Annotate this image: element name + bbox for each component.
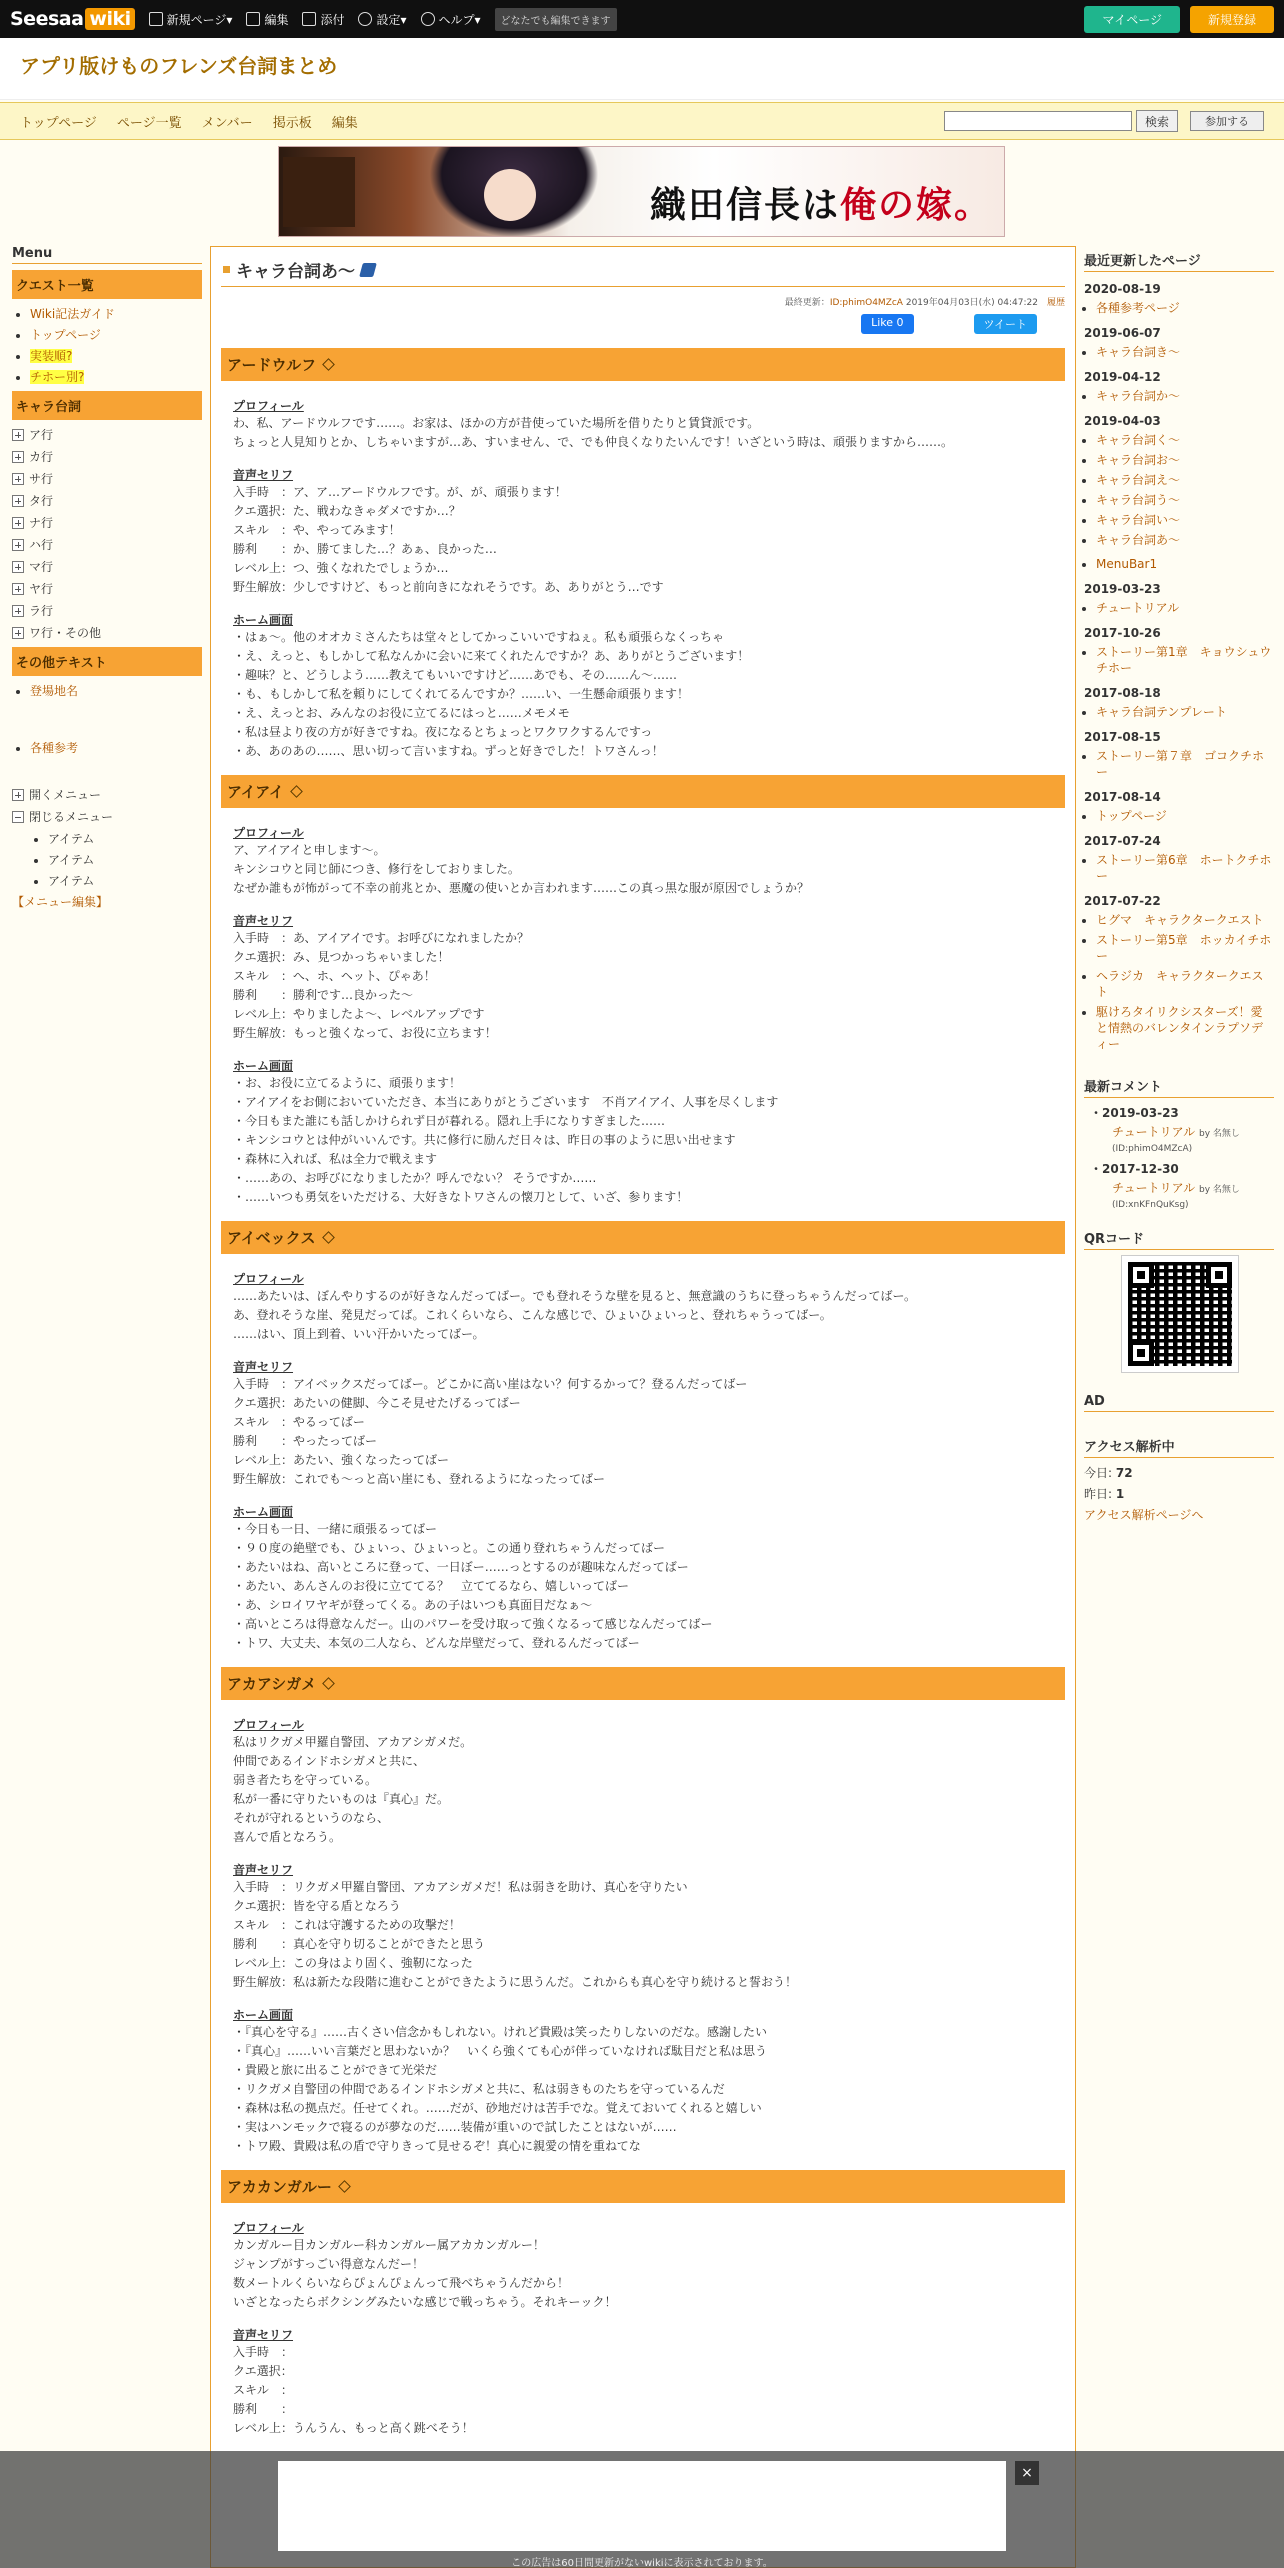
update-date: 2017-08-18	[1084, 686, 1161, 700]
home-line: ・あ、あのあの……、思い切って言いますね。ずっと好きでした！トワさんっ！	[233, 744, 664, 758]
menu-item[interactable]: • 登場地名	[30, 682, 202, 699]
comment-page-link[interactable]: チュートリアル	[1112, 1125, 1196, 1139]
banner-text: 織田信長は俺の嫁。	[649, 184, 992, 226]
profile-line: 数メートルくらいならぴょんぴょんって飛べちゃうんだから！	[233, 2276, 570, 2290]
section-header: アイベックス	[221, 1221, 1065, 1254]
search-button[interactable]: 検索	[1136, 110, 1178, 132]
recent-page-item[interactable]: • キャラ台詞う～	[1096, 492, 1274, 508]
voice-heading: 音声セリフ	[233, 1360, 294, 1374]
char-row-ka[interactable]: カ行	[12, 448, 202, 465]
voice-line: レベル上：あたい、強くなったってばー	[233, 1453, 450, 1467]
qr-header: QRコード	[1084, 1228, 1274, 1250]
recent-page-item[interactable]: • ヒグマ キャラクタークエスト	[1096, 912, 1274, 928]
recent-page-item[interactable]: • キャラ台詞い～	[1096, 512, 1274, 528]
comment-date: ・2017-12-30	[1090, 1162, 1179, 1176]
update-date: 2019-03-23	[1084, 582, 1161, 596]
pencil-icon[interactable]	[338, 2180, 351, 2193]
update-date: 2019-04-03	[1084, 414, 1161, 428]
home-line: ・森林は私の拠点だ。任せてくれ。……だが、砂地だけは苦手でな。覚えておいてくれると嬉しい	[233, 2101, 762, 2115]
pencil-icon[interactable]	[359, 263, 377, 277]
section-header: アカカンガルー	[221, 2170, 1065, 2203]
right-sidebar	[1084, 246, 1274, 1527]
char-row-ra[interactable]: ラ行	[12, 602, 202, 619]
nav-members[interactable]: メンバー	[201, 115, 253, 131]
home-line: ・今日もまた誰にも話しかけられず日が暮れる。隠れ上手になりすぎました……	[233, 1114, 666, 1128]
sub-item: • アイテム	[48, 830, 202, 847]
home-line: ・トワ殿、貴殿は私の盾で守りきって見せるぞ！真心に親愛の情を重ねてな	[233, 2139, 641, 2153]
recent-page-item[interactable]: • キャラ台詞え～	[1096, 472, 1274, 488]
sub-item: • アイテム	[48, 872, 202, 889]
comments-header: 最新コメント	[1084, 1076, 1274, 1098]
voice-line: 勝利 ：か、勝てました…？あぁ、良かった…	[233, 542, 497, 556]
image-icon	[302, 12, 316, 26]
profile-line: ア、アイアイと申します～。	[233, 843, 386, 857]
home-heading: ホーム画面	[233, 613, 294, 627]
edit-menu[interactable]: 編集	[246, 11, 288, 28]
recent-header: 最近更新したページ	[1084, 250, 1274, 272]
section-header: アカアシガメ	[221, 1667, 1065, 1700]
home-line: ・アイアイをお側においていただき、本当にありがとうございます 不肖アイアイ、人事を尽くします	[233, 1095, 779, 1109]
update-date: 2017-08-14	[1084, 790, 1161, 804]
ad-header: AD	[1084, 1394, 1274, 1412]
voice-line: 入手時 ：ア、ア…アードウルフです。が、が、頑張ります！	[233, 485, 567, 499]
help-icon	[421, 12, 435, 26]
help-menu[interactable]: ヘルプ▾	[421, 11, 481, 28]
character-section	[221, 1667, 1065, 2156]
voice-line: スキル ：やるってばー	[233, 1415, 365, 1429]
nav-page-list[interactable]: ページ一覧	[116, 115, 182, 131]
char-row-sa[interactable]: サ行	[12, 470, 202, 487]
home-heading: ホーム画面	[233, 1059, 294, 1073]
profile-line: 仲間であるインドホシガメと共に、	[233, 1754, 426, 1768]
ad-note: この広告は60日間更新がないwikiに表示されております。	[511, 2558, 773, 2568]
top-bar	[0, 0, 1284, 38]
voice-line: レベル上：つ、強くなれたでしょうか…	[233, 561, 449, 575]
pencil-icon[interactable]	[322, 1231, 335, 1244]
expand-icon[interactable]	[12, 495, 24, 507]
home-line: ・貴殿と旅に出ることができて光栄だ	[233, 2063, 438, 2077]
home-line: ・……あの、お呼びになりましたか？呼んでない？ そうですか……	[233, 1171, 597, 1185]
voice-line: 入手時 ：アイベックスだってばー。どこかに高い崖はない？何するかって？登るんだってばー	[233, 1377, 748, 1391]
profile-line: ……あたいは、ぼんやりするのが好きなんだってばー。でも登れそうな壁を見ると、無意識のうちに登っちゃうんだってばー。	[233, 1289, 917, 1303]
expand-icon[interactable]	[12, 429, 24, 441]
menu-item[interactable]: • チホー別?	[30, 368, 202, 385]
menu-item[interactable]: • トップページ	[30, 326, 202, 343]
menu-item[interactable]: • 各種参考	[30, 739, 202, 756]
update-date: 2017-07-24	[1084, 834, 1161, 848]
comment-item: チュートリアル by 名無し (ID:phimO4MZcA)	[1112, 1125, 1240, 1154]
profile-line: 私はリクガメ甲羅自警団、アカアシガメだ。	[233, 1735, 473, 1749]
mypage-button[interactable]: マイページ	[1084, 6, 1180, 33]
page-title: キャラ台詞あ～	[221, 255, 1065, 287]
voice-line: 野生解放：少しですけど、もっと前向きになれそうです。あ、ありがとう…です	[233, 580, 664, 594]
character-sections	[221, 348, 1065, 2438]
home-line: ・『真心を守る』……古くさい信念かもしれない。けれど貴殿は笑ったりしないのだな。感謝したい	[233, 2025, 768, 2039]
gear-icon	[358, 12, 372, 26]
voice-heading: 音声セリフ	[233, 914, 294, 928]
social-buttons	[221, 314, 1065, 334]
section-body	[221, 2203, 1065, 2438]
home-line: ・も、もしかして私を頼りにしてくれてるんですか？……い、一生懸命頑張ります！	[233, 687, 690, 701]
char-header: キャラ台詞	[12, 391, 202, 420]
edit-icon	[246, 12, 260, 26]
voice-line: スキル ：や、やってみます！	[233, 523, 401, 537]
banner-game-logo	[283, 157, 355, 227]
quest-header: クエスト一覧	[12, 270, 202, 299]
recent-page-item[interactable]: • MenuBar1	[1096, 556, 1274, 572]
access-page-link[interactable]: アクセス解析ページへ	[1084, 1508, 1204, 1522]
comment-item: チュートリアル by 名無し (ID:xnKFnQuKsg)	[1112, 1181, 1240, 1210]
home-heading: ホーム画面	[233, 1505, 294, 1519]
recent-page-item[interactable]: • ストーリー第７章 ゴコクチホー	[1096, 748, 1274, 780]
character-section	[221, 348, 1065, 761]
voice-line: クエ選択：	[233, 2364, 293, 2378]
voice-line: 野生解放：もっと強くなって、お役に立ちます！	[233, 1026, 497, 1040]
voice-line: スキル ：	[233, 2383, 293, 2397]
voice-line: クエ選択：み、見つかっちゃいました！	[233, 950, 450, 964]
voice-line: 勝利 ：	[233, 2402, 294, 2416]
expand-icon[interactable]	[12, 473, 24, 485]
profile-heading: プロフィール	[233, 826, 304, 840]
home-line: ・あ、シロイワヤギが登ってくる。あの子はいつも真面目だなぁ～	[233, 1598, 593, 1612]
left-sidebar	[12, 246, 202, 910]
comment-page-link[interactable]: チュートリアル	[1112, 1181, 1196, 1195]
bullet-icon	[223, 266, 230, 273]
home-line: ・あたい、あんさんのお役に立ててる？ 立ててるなら、嬉しいってばー	[233, 1579, 630, 1593]
close-menu-row[interactable]: 閉じるメニュー	[12, 808, 202, 825]
nav-top[interactable]: トップページ	[20, 115, 97, 131]
other-header: その他テキスト	[12, 647, 202, 676]
update-date: 2017-10-26	[1084, 626, 1161, 640]
collapse-icon[interactable]	[12, 811, 24, 823]
voice-line: 入手時 ：あ、アイアイです。お呼びになれましたか？	[233, 931, 530, 945]
profile-line: ちょっと人見知りとか、しちゃいますが…あ、すいません、で、でも仲良くなりたいんです！いざという時は、頑張りますから……。	[233, 435, 954, 449]
site-header	[0, 38, 1284, 100]
recent-page-item[interactable]: • トップページ	[1096, 808, 1274, 824]
home-line: ・キンシコウとは仲がいいんです。共に修行に励んだ日々は、昨日の事のように思い出せます	[233, 1133, 736, 1147]
signup-button[interactable]: 新規登録	[1190, 6, 1274, 33]
profile-line: 喜んで盾となろう。	[233, 1830, 342, 1844]
home-line: ・お、お役に立てるように、頑張ります！	[233, 1076, 462, 1090]
home-line: ・あたいはね、高いところに登って、一日ぼー……っとするのが趣味なんだってばー	[233, 1560, 689, 1574]
access-today: 今日: 72	[1084, 1466, 1133, 1480]
voice-line: 勝利 ：真心を守り切ることができたと思う	[233, 1937, 486, 1951]
section-body	[221, 1254, 1065, 1653]
menu-item[interactable]: • Wiki記法ガイド	[30, 305, 202, 322]
voice-heading: 音声セリフ	[233, 1863, 294, 1877]
comments-list	[1084, 1104, 1274, 1210]
comment-date: ・2019-03-23	[1090, 1106, 1179, 1120]
new-page-menu[interactable]: 新規ページ▾	[149, 11, 233, 28]
ad-slot[interactable]	[278, 2461, 1006, 2551]
pencil-icon[interactable]	[322, 1677, 335, 1690]
home-heading: ホーム画面	[233, 2008, 294, 2022]
recent-page-item[interactable]: • ストーリー第5章 ホッカイチホー	[1096, 932, 1274, 964]
voice-line: スキル ：これは守護するための攻撃だ！	[233, 1918, 461, 1932]
profile-heading: プロフィール	[233, 1272, 304, 1286]
voice-line: 勝利 ：やったってばー	[233, 1434, 378, 1448]
home-line: ・今日も一日、一緒に頑張るってばー	[233, 1522, 438, 1536]
ad-banner[interactable]	[278, 146, 1005, 237]
section-body	[221, 1700, 1065, 2156]
char-row-wa[interactable]: ワ行・その他	[12, 624, 202, 641]
voice-line: 勝利 ：勝利です…良かった～	[233, 988, 414, 1002]
expand-icon[interactable]	[12, 539, 24, 551]
expand-icon[interactable]	[12, 583, 24, 595]
recent-page-item[interactable]: • 駆けろタイリクシスターズ！愛と情熱のバレンタインラプソディー	[1096, 1004, 1274, 1052]
profile-line: あ、登れそうな崖、発見だってば。これくらいなら、こんな感じで、ひょいひょいっと、登れちゃうってばー。	[233, 1308, 832, 1322]
character-section	[221, 2170, 1065, 2438]
char-row-a[interactable]: ア行	[12, 426, 202, 443]
section-header: アードウルフ	[221, 348, 1065, 381]
update-date: 2017-07-22	[1084, 894, 1161, 908]
voice-line: レベル上：うんうん、もっと高く跳べそう！	[233, 2421, 474, 2435]
nav-bbs[interactable]: 掲示板	[272, 115, 312, 131]
recent-page-item[interactable]: • ストーリー第1章 キョウシュウチホー	[1096, 644, 1274, 676]
recent-page-item[interactable]: • キャラ台詞あ～	[1096, 532, 1274, 548]
profile-heading: プロフィール	[233, 1718, 304, 1732]
profile-heading: プロフィール	[233, 399, 304, 413]
qr-code	[1122, 1256, 1238, 1372]
close-ad-button[interactable]: ×	[1015, 2461, 1039, 2485]
editor-id-link[interactable]: ID:phimO4MZcA	[829, 298, 903, 308]
expand-icon[interactable]	[12, 451, 24, 463]
update-date: 2019-06-07	[1084, 326, 1161, 340]
update-date: 2020-08-19	[1084, 282, 1161, 296]
pencil-icon[interactable]	[322, 358, 335, 371]
last-modified: 最終更新：ID:phimO4MZcA 2019年04月03日(水) 04:47:22 履歴	[784, 298, 1065, 308]
section-header: アイアイ	[221, 775, 1065, 808]
profile-line: ……はい、頂上到着、いい汗かいたってばー。	[233, 1327, 485, 1341]
recent-page-item[interactable]: • キャラ台詞か～	[1096, 388, 1274, 404]
expand-icon[interactable]	[12, 561, 24, 573]
char-row-na[interactable]: ナ行	[12, 514, 202, 531]
home-line: ・趣味？と、どうしよう……教えてもいいですけど……あでも、その……ん～……	[233, 668, 678, 682]
profile-line: 弱き者たちを守っている。	[233, 1773, 378, 1787]
recent-page-item[interactable]: • 各種参考ページ	[1096, 300, 1274, 316]
section-body	[221, 808, 1065, 1207]
new-page-icon	[149, 12, 163, 26]
profile-line: いざとなったらボクシングみたいな感じで戦っちゃう。それキーック！	[233, 2295, 617, 2309]
home-line: ・え、えっとお、みんなのお役に立てるにはっと……メモメモ	[233, 706, 570, 720]
banner-character-face	[484, 169, 536, 221]
menu-edit-link[interactable]: 【メニュー編集】	[12, 895, 109, 909]
profile-line: 私が一番に守りたいものは『真心』だ。	[233, 1792, 450, 1806]
search-input[interactable]	[944, 111, 1132, 131]
recent-page-item[interactable]: • キャラ台詞テンプレート	[1096, 704, 1274, 720]
recent-list	[1084, 282, 1274, 1052]
voice-line: クエ選択：皆を守る盾となろう	[233, 1899, 401, 1913]
attach-menu[interactable]: 添付	[302, 11, 344, 28]
open-menu-row[interactable]: 開くメニュー	[12, 786, 202, 803]
voice-line: 入手時 ：	[233, 2345, 294, 2359]
home-line: ・リクガメ自警団の仲間であるインドホシガメと共に、私は弱きものたちを守っているんだ	[233, 2082, 725, 2096]
main-nav	[0, 102, 1284, 140]
char-row-ya[interactable]: ヤ行	[12, 580, 202, 597]
profile-line: それが守れるというのなら、	[233, 1811, 390, 1825]
access-yesterday: 昨日: 1	[1084, 1487, 1125, 1501]
voice-line: レベル上：やりましたよ～、レベルアップです	[233, 1007, 485, 1021]
recent-page-item[interactable]: • キャラ台詞く～	[1096, 432, 1274, 448]
voice-line: クエ選択：た、戦わなきゃダメですか…？	[233, 504, 461, 518]
settings-menu[interactable]: 設定▾	[358, 11, 406, 28]
profile-heading: プロフィール	[233, 2221, 304, 2235]
update-date: 2017-08-15	[1084, 730, 1161, 744]
profile-line: ジャンプがすっごい得意なんだー！	[233, 2257, 425, 2271]
main-content	[210, 246, 1076, 2568]
char-row-ma[interactable]: マ行	[12, 558, 202, 575]
char-row-ha[interactable]: ハ行	[12, 536, 202, 553]
recent-page-item[interactable]: • チュートリアル	[1096, 600, 1274, 616]
home-line: ・私は昼より夜の方が好きですね。夜になるとちょっとワクワクするんですっ	[233, 725, 653, 739]
recent-page-item[interactable]: • キャラ台詞お～	[1096, 452, 1274, 468]
editable-badge: どなたでも編集できます	[495, 8, 617, 31]
voice-heading: 音声セリフ	[233, 468, 294, 482]
seesaa-logo[interactable]: Seesaa wiki	[10, 8, 135, 30]
ad-overlay	[0, 2451, 1284, 2568]
menu-title: Menu	[12, 246, 202, 264]
voice-heading: 音声セリフ	[233, 2328, 294, 2342]
voice-line: 野生解放：私は新たな段階に進むことができたように思うんだ。これからも真心を守り続けると誓おう！	[233, 1975, 798, 1989]
char-row-ta[interactable]: タ行	[12, 492, 202, 509]
home-line: ・はぁ～。他のオオカミさんたちは堂々としてかっこいいですねぇ。私も頑張らなくっちゃ	[233, 630, 725, 644]
home-line: ・トワ、大丈夫、本気の二人なら、どんな岸壁だって、登れるんだってばー	[233, 1636, 640, 1650]
profile-line: カンガルー目カンガルー科カンガルー属アカカンガルー！	[233, 2238, 545, 2252]
home-line: ・実はハンモックで寝るのが夢なのだ……装備が重いので試したことはないが……	[233, 2120, 677, 2134]
voice-line: 野生解放：これでも～っと高い崖にも、登れるようになったってばー	[233, 1472, 606, 1486]
character-section	[221, 1221, 1065, 1653]
expand-icon[interactable]	[12, 789, 24, 801]
expand-icon[interactable]	[12, 627, 24, 639]
home-line: ・森林に入れば、私は全力で戦えます	[233, 1152, 438, 1166]
pencil-icon[interactable]	[290, 785, 303, 798]
history-link[interactable]: 履歴	[1046, 298, 1065, 308]
voice-line: スキル ：へ、ホ、ヘット、ぴゃあ！	[233, 969, 436, 983]
recent-page-item[interactable]: • ヘラジカ キャラクタークエスト	[1096, 968, 1274, 1000]
home-line: ・高いところは得意なんだー。山のパワーを受け取って強くなるって感じなんだってばー	[233, 1617, 713, 1631]
access-header: アクセス解析中	[1084, 1436, 1274, 1458]
voice-line: クエ選択：あたいの健脚、今こそ見せたげるってばー	[233, 1396, 521, 1410]
nav-edit[interactable]: 編集	[331, 115, 358, 131]
update-date: 2019-04-12	[1084, 370, 1161, 384]
voice-line: 入手時 ：リクガメ甲羅自警団、アカアシガメだ！私は弱きを助け、真心を守りたい	[233, 1880, 688, 1894]
expand-icon[interactable]	[12, 517, 24, 529]
character-section	[221, 775, 1065, 1207]
recent-page-item[interactable]: • ストーリー第6章 ホートクチホー	[1096, 852, 1274, 884]
profile-line: キンシコウと同じ師につき、修行をしておりました。	[233, 862, 520, 876]
tweet-button[interactable]: ツイート	[974, 314, 1037, 334]
expand-icon[interactable]	[12, 605, 24, 617]
profile-line: わ、私、アードウルフです……。お家は、ほかの方が昔使っていた場所を借りたりと賃貸派です。	[233, 416, 760, 430]
home-line: ・９０度の絶壁でも、ひょいっ、ひょいっと。この通り登れちゃうんだってばー	[233, 1541, 666, 1555]
profile-line: なぜか誰もが怖がって不幸の前兆とか、悪魔の使いとか言われます……この真っ黒な服が原因でしょうか？	[233, 881, 810, 895]
home-line: ・え、えっと、もしかして私なんかに会いに来てくれたんですか？あ、ありがとうございます！	[233, 649, 750, 663]
home-line: ・『真心』……いい言葉だと思わないか？ いくら強くても心が伴っていなければ駄目だと私は思う	[233, 2044, 768, 2058]
recent-page-item[interactable]: • キャラ台詞き～	[1096, 344, 1274, 360]
section-body	[221, 381, 1065, 761]
facebook-like-button[interactable]: Like 0	[861, 314, 913, 334]
voice-line: レベル上：この身はより固く、強靭になった	[233, 1956, 473, 1970]
site-title[interactable]: アプリ版けものフレンズ台詞まとめ	[20, 54, 338, 78]
home-line: ・……いつも勇気をいただける、大好きなトワさんの懐刀として、いざ、参ります！	[233, 1190, 689, 1204]
sub-item: • アイテム	[48, 851, 202, 868]
join-button[interactable]: 参加する	[1190, 111, 1264, 131]
menu-item[interactable]: • 実装順?	[30, 347, 202, 364]
